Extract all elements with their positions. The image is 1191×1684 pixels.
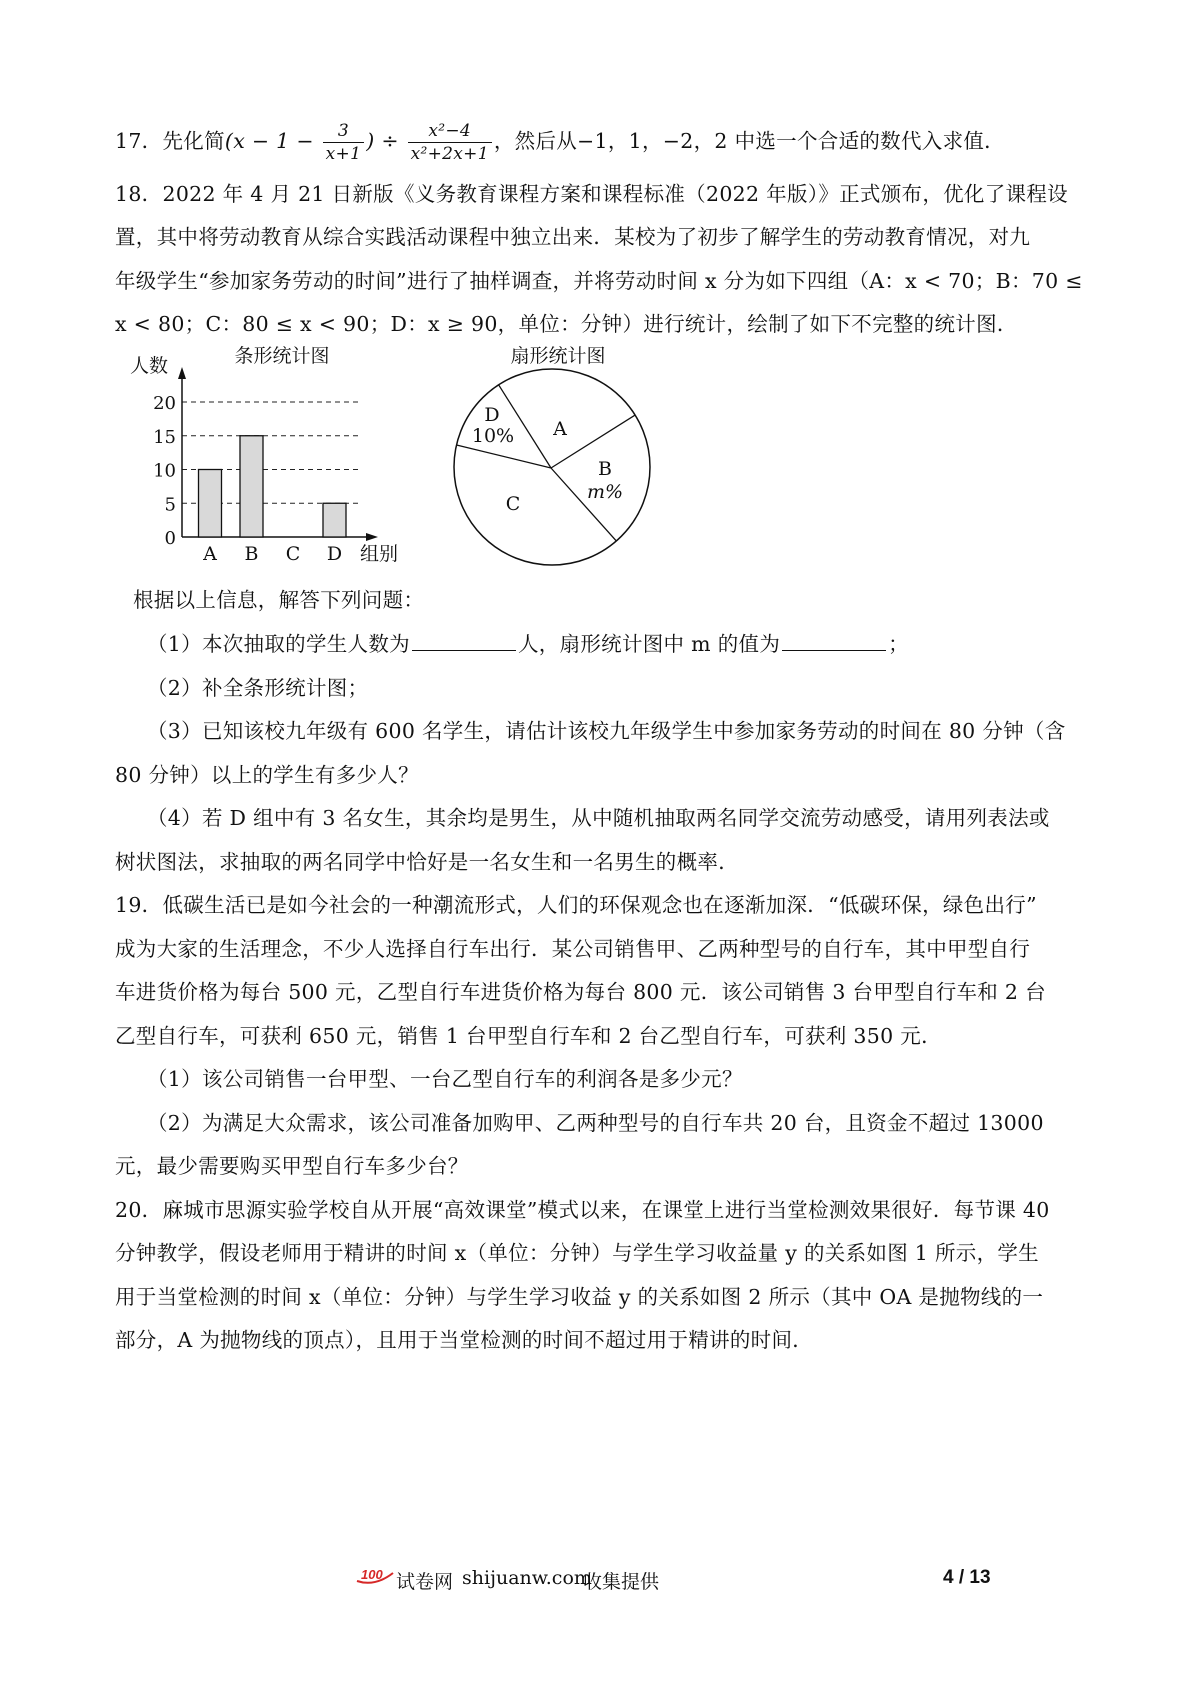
bar-chart-ytick-label: 0	[164, 528, 176, 549]
page-number: 4 / 13	[943, 1567, 991, 1588]
bar-chart-ytick-label: 5	[164, 494, 176, 516]
q18-part-1-text-a: （1）本次抽取的学生人数为	[147, 632, 410, 656]
bar-chart-xlabel: 组别	[360, 543, 399, 565]
q19-part-1: （1）该公司销售一台甲型、一台乙型自行车的利润各是多少元？	[147, 1067, 743, 1091]
q19-number: 19．	[115, 893, 163, 917]
bar-chart-ytick-label: 10	[153, 460, 176, 482]
bar-d	[323, 503, 346, 537]
q18-part-4-line-1: （4）若 D 组中有 3 名女生，其余均是男生，从中随机抽取两名同学交流劳动感受，请用列表法或	[147, 806, 1050, 830]
site-logo-icon	[355, 1565, 395, 1587]
pie-slice-d-value: 10%	[471, 425, 515, 447]
q18-line-4: x < 80；C：80 ≤ x < 90；D：x ≥ 90，单位：分钟）进行统计，绘制了如下不完整的统计图．	[115, 312, 1018, 336]
q18-part-1	[147, 627, 909, 657]
answer-blank-2[interactable]	[782, 632, 886, 651]
q20-text-1: 麻城市思源实验学校自从开展“高效课堂”模式以来，在课堂上进行当堂检测效果很好．每节课 40	[162, 1198, 1050, 1222]
bar-chart-ylabel: 人数	[130, 355, 169, 377]
q17-frac2-denominator: x²+2x+1	[410, 144, 489, 164]
bar-a	[199, 470, 222, 538]
bar-chart-category-label: A	[203, 543, 217, 565]
q17-expr-open: (x − 1 −	[224, 129, 321, 153]
q19-line-4: 乙型自行车，可获利 650 元，销售 1 台甲型自行车和 2 台乙型自行车，可获利 350 元．	[115, 1024, 942, 1048]
pie-slice-a-label: A	[553, 418, 567, 440]
q17-number: 17．	[115, 129, 163, 153]
q20-line-1	[115, 1193, 1050, 1223]
q19-line-2: 成为大家的生活理念，不少人选择自行车出行．某公司销售甲、乙两种型号的自行车，其中甲型自行	[115, 937, 1031, 961]
logo-text: 100	[361, 1567, 383, 1582]
q17-expr-close: ) ÷	[366, 129, 406, 153]
footer-site-name: 试卷网	[396, 1571, 454, 1593]
pie-chart-divider	[457, 445, 551, 468]
bar-b	[240, 436, 263, 537]
q20-line-2: 分钟教学，假设老师用于精讲的时间 x（单位：分钟）与学生学习收益量 y 的关系如图 1 所示，学生	[115, 1241, 1039, 1265]
q17-frac1-denominator: x+1	[325, 144, 362, 164]
q19-part-2-line-1: （2）为满足大众需求，该公司准备加购甲、乙两种型号的自行车共 20 台，且资金不超过 13000	[147, 1111, 1044, 1135]
q18-part-1-text-b: 人，扇形统计图中 m 的值为	[517, 632, 781, 656]
q18-line-2: 置，其中将劳动教育从综合实践活动课程中独立出来．某校为了初步了解学生的劳动教育情况，对九	[115, 225, 1031, 249]
q17-pre: 先化简	[162, 129, 225, 153]
footer-domain[interactable]: shijuanw.com	[462, 1567, 592, 1589]
q17-fraction-1	[323, 120, 365, 165]
q18-number: 18．	[115, 182, 163, 206]
bar-chart-category-label: C	[285, 543, 301, 565]
bar-chart-category-label: D	[326, 543, 343, 565]
bar-chart-title: 条形统计图	[234, 345, 330, 367]
pie-chart	[454, 345, 650, 565]
q18-part-1-text-c: ；	[888, 632, 909, 656]
q18-text-1: 2022 年 4 月 21 日新版《义务教育课程方案和课程标准（2022 年版）》正式颁布，优化了课程设	[162, 182, 1068, 206]
statistics-charts	[130, 345, 690, 577]
q17-frac2-numerator: x²−4	[408, 120, 492, 143]
bar-chart-category-label: B	[244, 543, 259, 565]
bar-chart-y-arrow-icon	[178, 367, 186, 379]
q19-line-1	[115, 888, 1037, 918]
q18-line-3: 年级学生“参加家务劳动的时间”进行了抽样调查，并将劳动时间 x 分为如下四组（A：x < 70；B：70 ≤	[115, 269, 1083, 293]
pie-slice-c-label: C	[505, 493, 521, 515]
q18-part-3-line-1: （3）已知该校九年级有 600 名学生，请估计该校九年级学生中参加家务劳动的时间在 80 分钟（含	[147, 719, 1066, 743]
q17-frac1-numerator: 3	[323, 120, 365, 143]
q20-line-4: 部分，A 为抛物线的顶点），且用于当堂检测的时间不超过用于精讲的时间．	[115, 1328, 814, 1352]
q18-part-4-line-2: 树状图法，求抽取的两名同学中恰好是一名女生和一名男生的概率．	[115, 850, 739, 874]
q19-text-1: 低碳生活已是如今社会的一种潮流形式，人们的环保观念也在逐渐加深．“低碳环保，绿色出行”	[162, 893, 1037, 917]
q18-line-1	[115, 177, 1068, 207]
footer-provided: 收集提供	[583, 1571, 660, 1593]
q18-part-2: （2）补全条形统计图；	[147, 676, 369, 700]
bar-chart	[130, 345, 398, 565]
q18-intro: 根据以上信息，解答下列问题：	[133, 588, 425, 612]
bar-chart-ytick-label: 15	[153, 426, 176, 448]
bar-chart-x-arrow-icon	[366, 533, 378, 541]
q19-line-3: 车进货价格为每台 500 元，乙型自行车进货价格为每台 800 元．该公司销售 3 台甲型自行车和 2 台	[115, 980, 1046, 1004]
q19-part-2-line-2: 元，最少需要购买甲型自行车多少台？	[115, 1154, 469, 1178]
q18-part-3-line-2: 80 分钟）以上的学生有多少人？	[115, 763, 419, 787]
answer-blank-1[interactable]	[412, 632, 516, 651]
pie-slice-b-label: B	[598, 458, 612, 480]
q17-line	[115, 120, 1005, 165]
q17-post: ，然后从−1，1，−2，2 中选一个合适的数代入求值．	[493, 129, 1005, 153]
q17-fraction-2	[408, 120, 492, 165]
bar-chart-ytick-label: 20	[153, 393, 176, 414]
pie-chart-title: 扇形统计图	[510, 345, 606, 367]
q20-line-3: 用于当堂检测的时间 x（单位：分钟）与学生学习收益 y 的关系如图 2 所示（其中 OA 是抛物线的一	[115, 1285, 1044, 1309]
q20-number: 20．	[115, 1198, 163, 1222]
pie-slice-b-value: m%	[586, 481, 624, 503]
pie-slice-d-label: D	[484, 404, 500, 426]
